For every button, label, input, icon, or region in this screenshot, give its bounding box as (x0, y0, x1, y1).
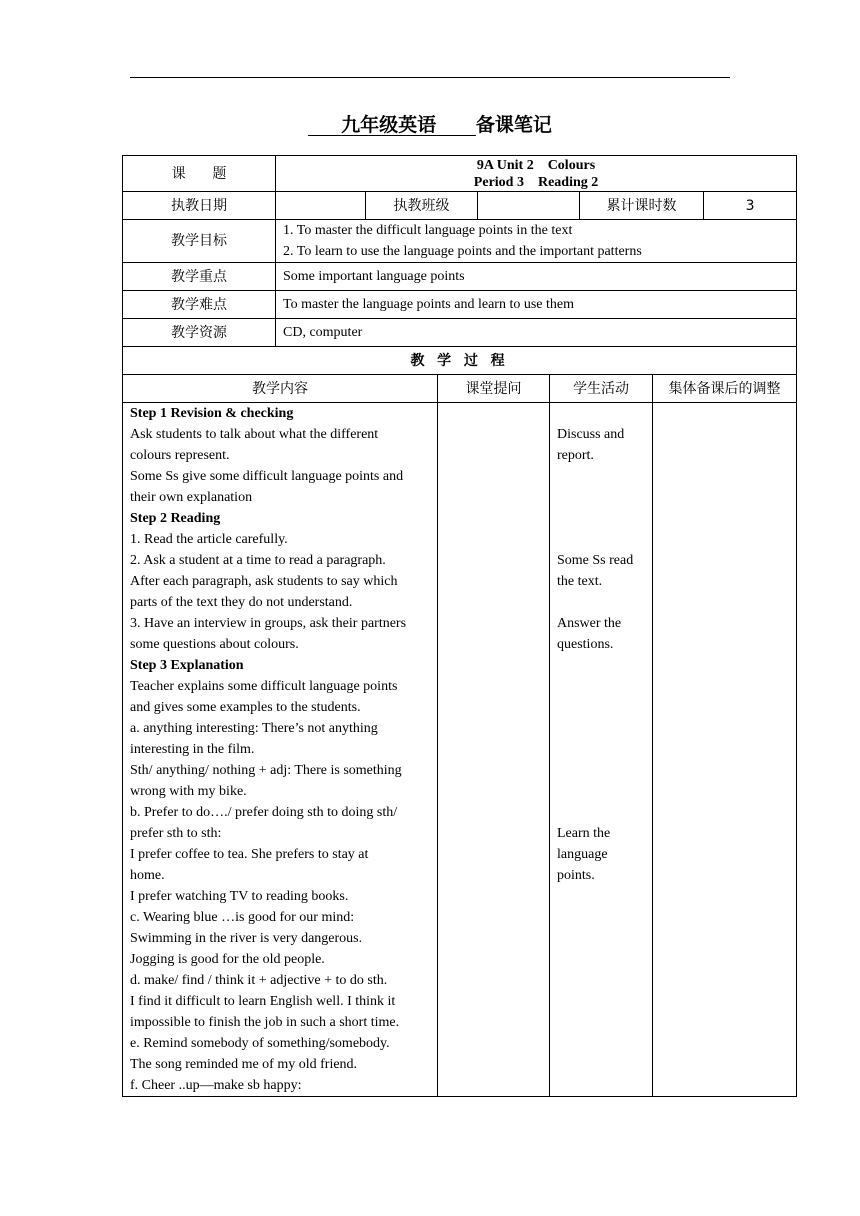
page-title (0, 110, 860, 137)
activity-line (557, 739, 652, 760)
activity-line (557, 487, 652, 508)
topic-label: 课 题 (123, 156, 276, 192)
content-line: their own explanation (130, 490, 253, 505)
content-line: impossible to finish the job in such a short time. (130, 1015, 400, 1030)
activity-line: Discuss and (557, 427, 625, 442)
content-line: Ask students to talk about what the different (130, 427, 379, 442)
content-line: Jogging is good for the old people. (130, 952, 325, 967)
content-line: Swimming in the river is very dangerous. (130, 931, 363, 946)
content-line: Teacher explains some difficult language points (130, 679, 398, 694)
class-label: 执教班级 (366, 192, 478, 220)
activity-line (557, 676, 652, 697)
content-line: I prefer watching TV to reading books. (130, 889, 349, 904)
goal-item: 2. To learn to use the language points and the important patterns (283, 244, 642, 259)
activity-line: the text. (557, 574, 603, 589)
col-questions-header: 课堂提问 (438, 375, 550, 403)
goals-value (276, 220, 797, 263)
process-heading-row (123, 347, 797, 375)
content-line: 3. Have an interview in groups, ask their partners (130, 616, 407, 631)
content-line: The song reminded me of my old friend. (130, 1057, 358, 1072)
activity-line (557, 781, 652, 802)
topic-line2: Period 3 Reading 2 (473, 174, 599, 190)
activity-line (557, 403, 652, 424)
activity-line (557, 760, 652, 781)
activity-line (557, 466, 652, 487)
activity-line: points. (557, 868, 595, 883)
goals-row (123, 220, 797, 263)
topic-value (276, 156, 797, 192)
content-line: prefer sth to sth: (130, 826, 222, 841)
activity-line (557, 718, 652, 739)
content-line: wrong with my bike. (130, 784, 247, 799)
content-line: 2. Ask a student at a time to read a paragraph. (130, 553, 386, 568)
lesson-info-table (122, 155, 797, 347)
content-line: colours represent. (130, 448, 230, 463)
schedule-row (123, 192, 797, 220)
content-line: c. Wearing blue …is good for our mind: (130, 910, 355, 925)
content-line: b. Prefer to do…./ prefer doing sth to doing sth/ (130, 805, 398, 820)
title-label: 备课笔记 (475, 114, 552, 136)
content-line: home. (130, 868, 165, 883)
content-line: a. anything interesting: There’s not anything (130, 721, 378, 736)
col-activities-header: 学生活动 (550, 375, 653, 403)
difficult-label: 教学难点 (123, 291, 276, 319)
process-header-row (123, 375, 797, 403)
col-content-header: 教学内容 (123, 375, 438, 403)
hours-value: 3 (704, 192, 797, 220)
date-label: 执教日期 (123, 192, 276, 220)
content-line: and gives some examples to the students. (130, 700, 361, 715)
header-rule (130, 77, 730, 78)
topic-line1: 9A Unit 2 Colours (476, 157, 596, 173)
step-heading: Step 2 Reading (130, 511, 221, 526)
activity-line: Learn the (557, 826, 611, 841)
activity-line: language (557, 847, 608, 862)
content-line: I prefer coffee to tea. She prefers to stay at (130, 847, 369, 862)
process-heading: 教 学 过 程 (123, 347, 797, 375)
resources-label: 教学资源 (123, 319, 276, 347)
content-line: parts of the text they do not understand. (130, 595, 353, 610)
difficult-points-row (123, 291, 797, 319)
activity-line: Answer the (557, 616, 622, 631)
goal-item: 1. To master the difficult language points in the text (283, 223, 573, 238)
date-value (276, 192, 366, 220)
process-table (122, 346, 797, 1097)
activity-line (557, 697, 652, 718)
activity-line (557, 802, 652, 823)
content-line: 1. Read the article carefully. (130, 532, 288, 547)
class-value (478, 192, 580, 220)
content-line: interesting in the film. (130, 742, 255, 757)
student-activity-cell (550, 403, 653, 1097)
hours-label: 累计课时数 (580, 192, 704, 220)
activity-line (557, 655, 652, 676)
activity-line: questions. (557, 637, 614, 652)
step-heading: Step 3 Explanation (130, 658, 244, 673)
teaching-content-cell (123, 403, 438, 1097)
key-value: Some important language points (276, 263, 797, 291)
activity-line: report. (557, 448, 594, 463)
content-line: d. make/ find / think it + adjective + to do sth. (130, 973, 388, 988)
key-points-row (123, 263, 797, 291)
content-line: I find it difficult to learn English well. I think it (130, 994, 396, 1009)
col-adjust-header: 集体备课后的调整 (653, 375, 797, 403)
goals-label: 教学目标 (123, 220, 276, 263)
process-body-row (123, 403, 797, 1097)
content-line: After each paragraph, ask students to say which (130, 574, 398, 589)
content-line: e. Remind somebody of something/somebody. (130, 1036, 390, 1051)
content-line: Some Ss give some difficult language points and (130, 469, 404, 484)
activity-line (557, 508, 652, 529)
activity-line: Some Ss read (557, 553, 634, 568)
content-line: Sth/ anything/ nothing + adj: There is something (130, 763, 402, 778)
activity-line (557, 592, 652, 613)
content-line: some questions about colours. (130, 637, 299, 652)
key-label: 教学重点 (123, 263, 276, 291)
adjustment-cell (653, 403, 797, 1097)
topic-row (123, 156, 797, 192)
resources-value: CD, computer (276, 319, 797, 347)
resources-row (123, 319, 797, 347)
step-heading: Step 1 Revision & checking (130, 406, 294, 421)
questions-cell (438, 403, 550, 1097)
title-subject: 九年级英语 (341, 114, 437, 136)
difficult-value: To master the language points and learn to use them (276, 291, 797, 319)
activity-line (557, 529, 652, 550)
content-line: f. Cheer ..up—make sb happy: (130, 1078, 302, 1093)
